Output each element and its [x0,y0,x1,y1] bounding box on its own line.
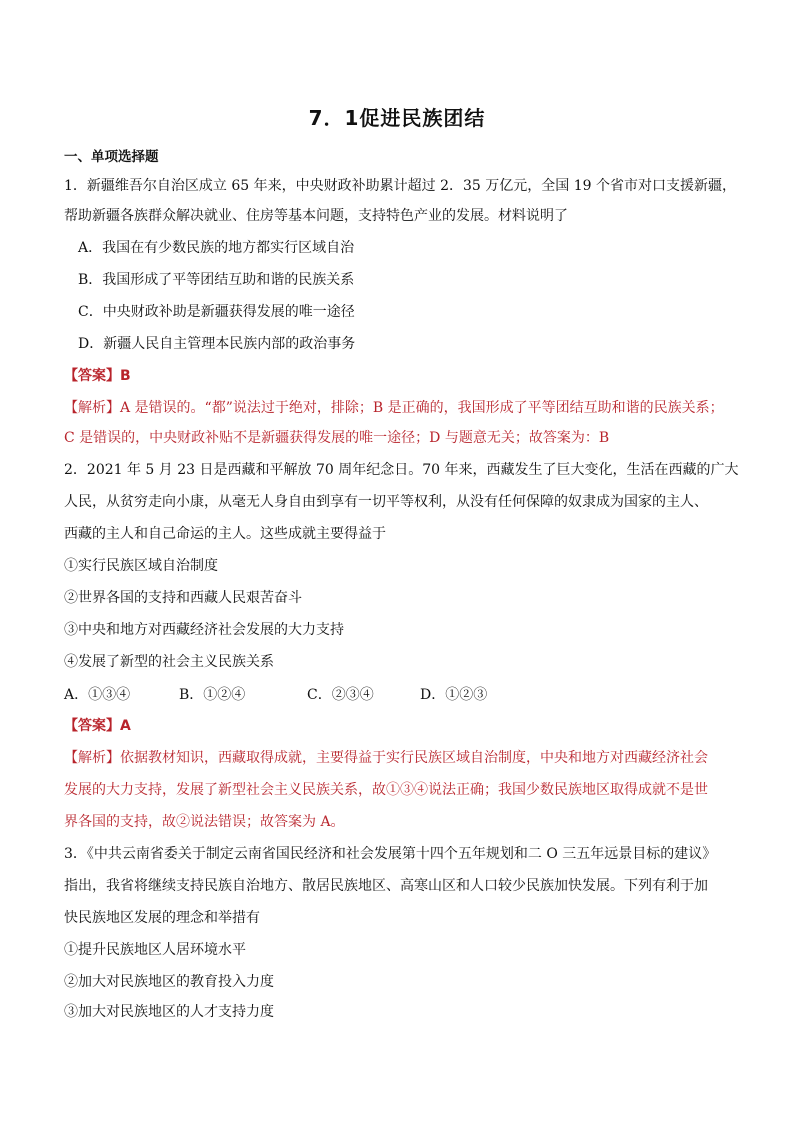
q3-item-2: ②加大对民族地区的教育投入力度 [64,974,274,990]
q2-analysis-line-1: 【解析】依据教材知识，西藏取得成就，主要得益于实行民族区域自治制度，中央和地方对西藏经济社会 [64,750,708,766]
q1-option-c: C．中央财政补助是新疆获得发展的唯一途径 [78,304,355,320]
q2-stem-line-1: 2．2021 年 5 月 23 日是西藏和平解放 70 周年纪念日。70 年来，西藏发生了巨大变化，生活在西藏的广大 [64,462,739,478]
q3-stem-line-1: 3．《中共云南省委关于制定云南省国民经济和社会发展第十四个五年规划和二 O 三五年远景目标的建议》 [64,846,717,862]
q1-option-b: B．我国形成了平等团结互助和谐的民族关系 [78,272,355,288]
section-heading: 一、单项选择题 [64,149,159,165]
q2-choice-b: B．①②④ [179,687,246,703]
page-title: 7．1促进民族团结 [308,106,486,130]
q3-stem-line-3: 快民族地区发展的理念和举措有 [64,910,260,926]
q2-choice-c: C．②③④ [307,687,374,703]
q2-item-2: ②世界各国的支持和西藏人民艰苦奋斗 [64,590,302,606]
q2-stem-line-2: 人民，从贫穷走向小康，从毫无人身自由到享有一切平等权利，从没有任何保障的奴隶成为国家的主人、 [64,494,708,510]
q1-stem-line-1: 1．新疆维吾尔自治区成立 65 年来，中央财政补助累计超过 2．35 万亿元，全国 19 个省市对口支援新疆， [64,178,736,194]
q2-choices [64,684,487,704]
q2-item-3: ③中央和地方对西藏经济社会发展的大力支持 [64,622,344,638]
q2-stem-line-3: 西藏的主人和自己命运的主人。这些成就主要得益于 [64,526,386,542]
q2-answer: 【答案】A [64,718,131,734]
q2-choice-d: D．①②③ [420,687,488,703]
q2-analysis-line-3: 界各国的支持，故②说法错误；故答案为 A。 [64,814,345,830]
q1-stem-line-2: 帮助新疆各族群众解决就业、住房等基本问题，支持特色产业的发展。材料说明了 [64,208,568,224]
q1-answer: 【答案】B [64,368,131,384]
q2-item-1: ①实行民族区域自治制度 [64,558,218,574]
q2-item-4: ④发展了新型的社会主义民族关系 [64,654,274,670]
q1-option-d: D．新疆人民自主管理本民族内部的政治事务 [78,336,356,352]
q1-analysis-line-2: C 是错误的，中央财政补贴不是新疆获得发展的唯一途径；D 与题意无关；故答案为：B [64,430,610,446]
q1-analysis-line-1: 【解析】A 是错误的。“都”说法过于绝对，排除；B 是正确的，我国形成了平等团结互助和谐的民族关系； [64,400,724,416]
q3-stem-line-2: 指出，我省将继续支持民族自治地方、散居民族地区、高寒山区和人口较少民族加快发展。下列有利于加 [64,878,708,894]
q1-option-a: A．我国在有少数民族的地方都实行区域自治 [78,240,355,256]
q3-item-3: ③加大对民族地区的人才支持力度 [64,1004,274,1020]
q2-analysis-line-2: 发展的大力支持，发展了新型社会主义民族关系，故①③④说法正确；我国少数民族地区取得成就不是世 [64,782,708,798]
q2-choice-a: A．①③④ [64,687,131,703]
q3-item-1: ①提升民族地区人居环境水平 [64,942,246,958]
